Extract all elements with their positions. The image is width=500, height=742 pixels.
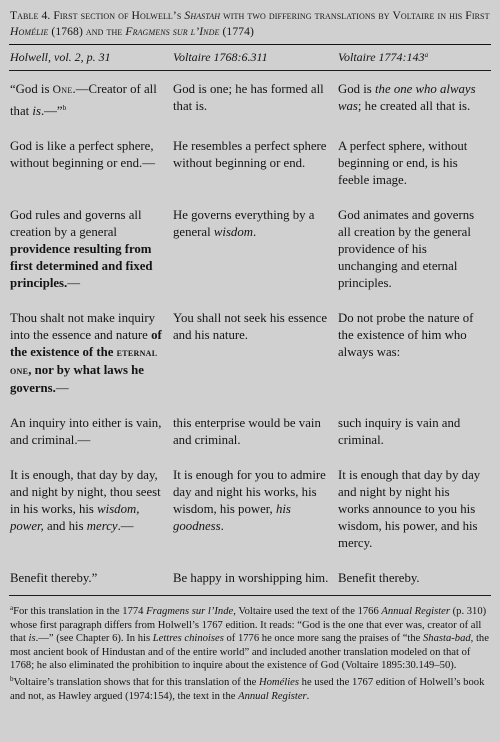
cell-voltaire-1768: this enterprise would be vain and criminal. xyxy=(173,416,321,447)
footnote-a: $^a$For this translation in the 1774 Fragmens sur l’Inde, Voltaire used the text of the 1766 Annual Register (p. 310) whose first paragraph differs from Holwell’s 1767 edition. It reads: “God is the one that ever was, creator of all that is.—” (see Chapter 6). In his Lettres chinoises of 1776 he once more sang the praises of “the Shasta-bad, the most ancient book of Hindustan and of the entire world” and included another translation modeled on that of 1768; he also eliminated the prohibition to inquire about the existence of God (Voltaire 1895:30.149–50). xyxy=(10,604,489,672)
table-notes xyxy=(9,596,491,703)
table-row xyxy=(9,406,491,458)
cell-voltaire-1768: He governs everything by a general wisdom. xyxy=(173,208,315,239)
cell-holwell: God is like a perfect sphere, without beginning or end.— xyxy=(10,139,156,170)
cell-voltaire-1768: It is enough for you to admire day and night his works, his wisdom, his power, his goodness. xyxy=(173,468,326,533)
translations-table xyxy=(9,45,491,595)
cell-holwell: “God is One.—Creator of all that is.—”$^b$ xyxy=(10,82,157,118)
table-row xyxy=(9,561,491,595)
footnote-b: $^b$Voltaire’s translation shows that for this translation of the Homélies he used the 1767 edition of Holwell’s book and not, as Hawley argued (1974:154), the text in the Annual Register. xyxy=(10,674,485,702)
header-voltaire-1768: Voltaire 1768:6.311 xyxy=(172,45,337,71)
cell-voltaire-1774: Do not probe the nature of the existence of him who always was: xyxy=(338,311,474,359)
cell-holwell: God rules and governs all creation by a general providence resulting from first determined and fixed principles.— xyxy=(10,208,153,290)
caption-label: Table 4. xyxy=(10,9,51,22)
cell-voltaire-1774: A perfect sphere, without beginning or end, is his feeble image. xyxy=(338,139,468,187)
cell-holwell: It is enough, that day by day, and night by night, thou seest in his works, his wisdom, power, and his mercy.— xyxy=(10,468,161,533)
cell-voltaire-1768: God is one; he has formed all that is. xyxy=(173,82,324,113)
cell-voltaire-1768: Be happy in worshipping him. xyxy=(173,571,329,585)
table-row xyxy=(9,129,491,198)
table-row xyxy=(9,198,491,301)
header-holwell: Holwell, vol. 2, p. 31 xyxy=(9,45,172,71)
table-row xyxy=(9,71,491,130)
cell-voltaire-1774: It is enough that day by day and night by night his works announce to you his wisdom, his power, and his mercy. xyxy=(338,468,481,550)
cell-holwell: An inquiry into either is vain, and criminal.— xyxy=(10,416,162,447)
cell-holwell: Benefit thereby.” xyxy=(10,571,98,585)
table-row xyxy=(9,458,491,561)
cell-voltaire-1774: such inquiry is vain and criminal. xyxy=(338,416,461,447)
header-voltaire-1774: Voltaire 1774:143$^a$ xyxy=(337,45,491,71)
table-row xyxy=(9,301,491,406)
cell-voltaire-1768: He resembles a perfect sphere without beginning or end. xyxy=(173,139,327,170)
cell-voltaire-1768: You shall not seek his essence and his nature. xyxy=(173,311,328,342)
cell-holwell: Thou shalt not make inquiry into the essence and nature of the existence of the eternal one, nor by what laws he governs.— xyxy=(10,311,162,395)
cell-voltaire-1774: Benefit thereby. xyxy=(338,571,420,585)
table-header-row xyxy=(9,45,491,71)
cell-voltaire-1774: God animates and governs all creation by the general providence of his unchanging and eternal principles. xyxy=(338,208,475,290)
table-caption: Table 4. First section of Holwell’s Shastah with two differing translations by Voltaire in his First Homélie (1768) and the Fragmens sur l’Inde (1774) xyxy=(10,9,490,38)
cell-voltaire-1774: God is the one who always was; he created all that is. xyxy=(338,82,476,113)
